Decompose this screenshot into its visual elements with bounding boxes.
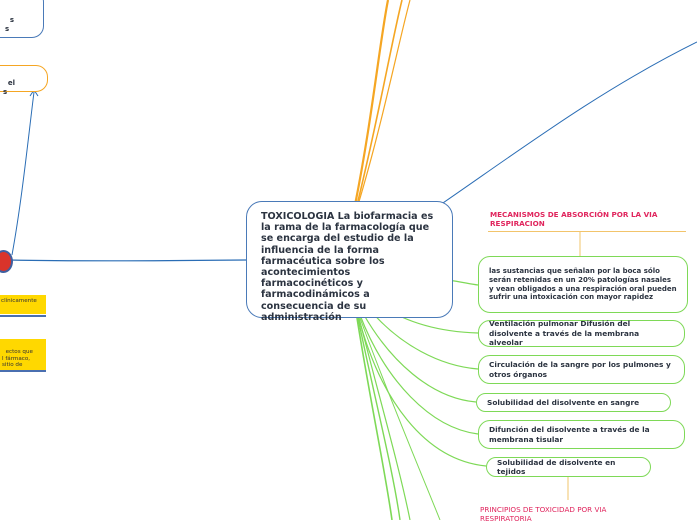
- blue-branch-left: [10, 260, 246, 261]
- green-trunk-4: [360, 318, 440, 520]
- right-node-6[interactable]: [486, 457, 651, 477]
- orange-branch-2: [357, 0, 402, 205]
- blue-branch-left-up: [12, 92, 34, 255]
- blue-branch-top-right: [440, 42, 697, 205]
- right-node-1[interactable]: [478, 256, 688, 313]
- yellow-note-1[interactable]: [0, 295, 46, 314]
- right-node-4-text: Solubilidad del disolvente en sangre: [487, 397, 640, 407]
- green-branch-6: [358, 315, 486, 466]
- right-node-3[interactable]: [478, 355, 685, 384]
- right-node-2-text: Ventilación pulmonar Difusión del disolvente a través de la membrana alveolar: [489, 319, 640, 348]
- mecanismos-title[interactable]: MECANISMOS DE ABSORCIÓN POR LA VIA RESPIRACION: [490, 210, 658, 228]
- yellow-note-2[interactable]: [0, 339, 46, 370]
- right-node-5[interactable]: [478, 420, 685, 449]
- orange-branch-1: [355, 0, 388, 205]
- yellow-note-1-text: clínicamente: [1, 298, 37, 304]
- mecanismos-underline: [488, 231, 686, 232]
- green-branch-5: [360, 315, 478, 434]
- green-trunk-3: [359, 318, 410, 520]
- right-node-4[interactable]: [476, 393, 671, 412]
- left-mid-box-text: el s: [3, 79, 16, 96]
- yellow-note-1-underline: [0, 315, 46, 317]
- right-node-3-text: Circulación de la sangre por los pulmones y otros órganos: [489, 360, 671, 379]
- yellow-note-2-text: ectos que l fármaco, sitio de: [2, 348, 33, 369]
- right-node-5-text: Difunción del disolvente a través de la membrana tisular: [489, 425, 650, 444]
- green-branch-3: [370, 310, 478, 369]
- root-topic-text: TOXICOLOGIA La biofarmacia es la rama de la farmacología que se encarga del estudio de la influencia de la forma farmacéutica sobre los acontecimientos farmacocinéticos y farmacodinámicos a consecuencia de su administración: [261, 211, 434, 323]
- left-top-box[interactable]: [0, 0, 44, 38]
- right-node-6-text: Solubilidad de disolvente en tejidos: [497, 457, 616, 476]
- yellow-note-2-underline: [0, 370, 46, 372]
- left-top-box-text: s s: [5, 16, 15, 33]
- left-mid-box[interactable]: [0, 65, 48, 96]
- right-node-2[interactable]: [478, 320, 685, 347]
- principios-title[interactable]: PRINCIPIOS DE TOXICIDAD POR VIA RESPIRATORIA: [480, 505, 607, 523]
- root-topic-node[interactable]: [246, 201, 453, 323]
- right-node-1-text: las sustancias que señalan por la boca sólo serán retenidas en un 20% patologías nasales y vean obligados a una respiración oral pueden sufrir una intoxicación con mayor rapidez: [489, 266, 677, 302]
- green-trunk-2: [358, 318, 400, 520]
- orange-branch-3: [358, 0, 410, 205]
